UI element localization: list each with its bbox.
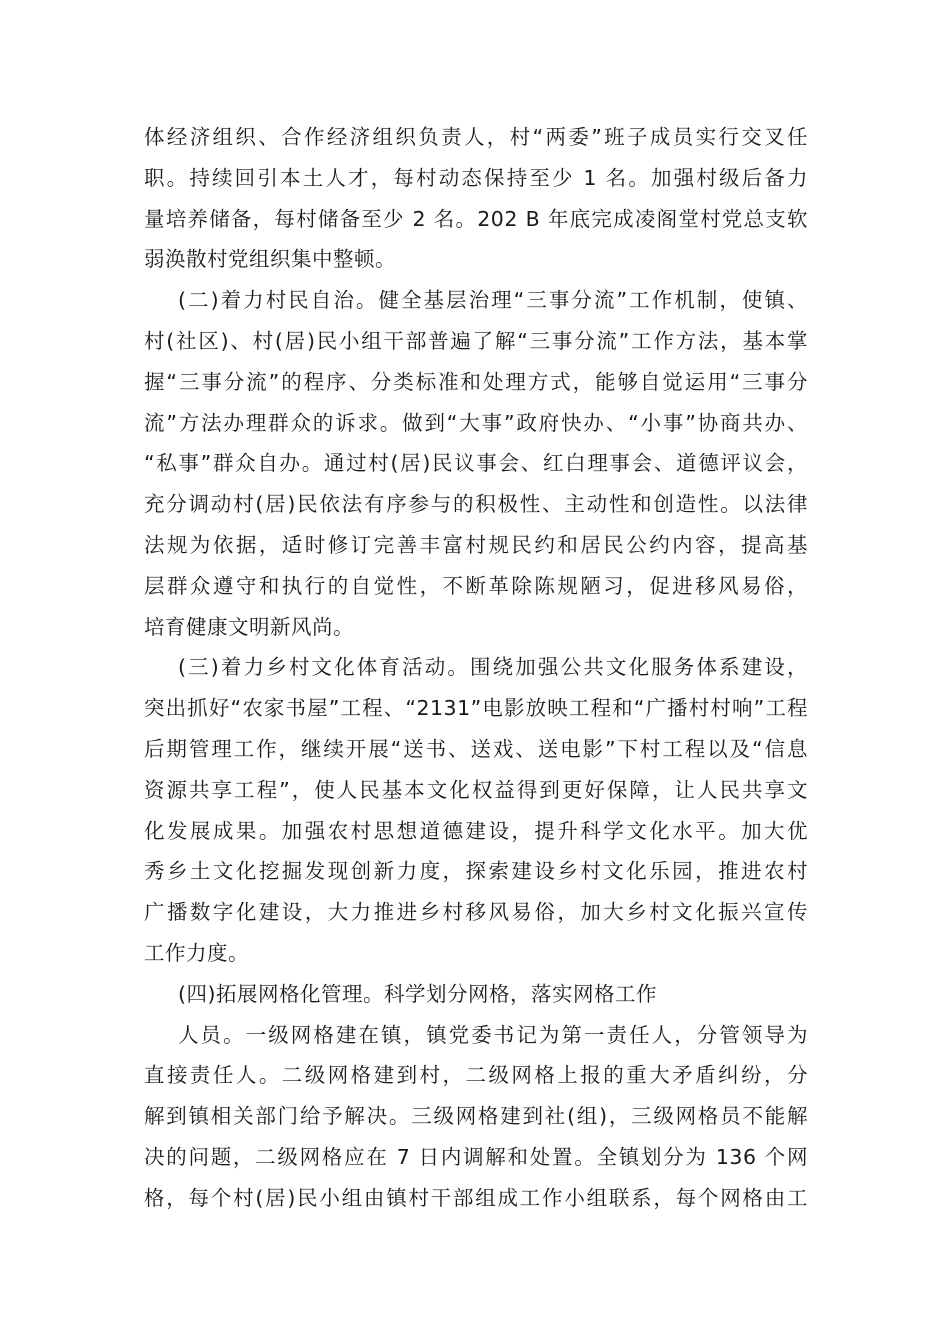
text-line: 职。持续回引本土人才，每村动态保持至少 1 名。加强村级后备力 — [144, 165, 808, 190]
text-line: 村(社区)、村(居)民小组干部普遍了解“三事分流”工作方法，基本掌 — [144, 328, 808, 353]
text-line: 广播数字化建设，大力推进乡村移风易俗，加大乡村文化振兴宣传 — [144, 900, 808, 925]
text-line: 格，每个村(居)民小组由镇村干部组成工作小组联系，每个网格由工 — [144, 1185, 808, 1210]
text-line: 决的问题，二级网格应在 7 日内调解和处置。全镇划分为 136 个网 — [144, 1144, 808, 1169]
text-line: 资源共享工程”，使人民基本文化权益得到更好保障，让人民共享文 — [144, 777, 808, 802]
text-line: 层群众遵守和执行的自觉性，不断革除陈规陋习，促进移风易俗， — [144, 573, 808, 598]
text-line: 法规为依据，适时修订完善丰富村规民约和居民公约内容，提高基 — [144, 532, 808, 557]
text-line: 弱涣散村党组织集中整顿。 — [144, 247, 396, 272]
text-line: 人员。一级网格建在镇，镇党委书记为第一责任人，分管领导为 — [178, 1022, 808, 1047]
text-line: 秀乡土文化挖掘发现创新力度，探索建设乡村文化乐园，推进农村 — [144, 859, 808, 884]
text-line: 解到镇相关部门给予解决。三级网格建到社(组)，三级网格员不能解 — [144, 1104, 808, 1129]
text-line: 工作力度。 — [144, 940, 249, 965]
text-line: 突出抓好“农家书屋”工程、“2131”电影放映工程和“广播村村响”工程 — [144, 696, 808, 721]
text-line: 培育健康文明新风尚。 — [144, 614, 354, 639]
text-line: (三)着力乡村文化体育活动。围绕加强公共文化服务体系建设， — [178, 655, 808, 680]
text-line: (四)拓展网格化管理。科学划分网格，落实网格工作 — [178, 981, 657, 1006]
text-line: 直接责任人。二级网格建到村，二级网格上报的重大矛盾纠纷，分 — [144, 1063, 808, 1088]
text-line: 量培养储备，每村储备至少 2 名。202 B 年底完成凌阁堂村党总支软 — [144, 206, 808, 231]
text-line: 充分调动村(居)民依法有序参与的积极性、主动性和创造性。以法律 — [144, 492, 808, 517]
text-line: 握“三事分流”的程序、分类标准和处理方式，能够自觉运用“三事分 — [144, 369, 808, 394]
text-line: 流”方法办理群众的诉求。做到“大事”政府快办、“小事”协商共办、 — [144, 410, 808, 435]
text-line: 化发展成果。加强农村思想道德建设，提升科学文化水平。加大优 — [144, 818, 808, 843]
text-line: “私事”群众自办。通过村(居)民议事会、红白理事会、道德评议会， — [144, 451, 808, 476]
body-text — [144, 117, 808, 1219]
text-line: 体经济组织、合作经济组织负责人，村“两委”班子成员实行交叉任 — [144, 125, 808, 149]
text-line: (二)着力村民自治。健全基层治理“三事分流”工作机制，使镇、 — [178, 288, 808, 313]
text-line: 后期管理工作，继续开展“送书、送戏、送电影”下村工程以及“信息 — [144, 736, 808, 761]
